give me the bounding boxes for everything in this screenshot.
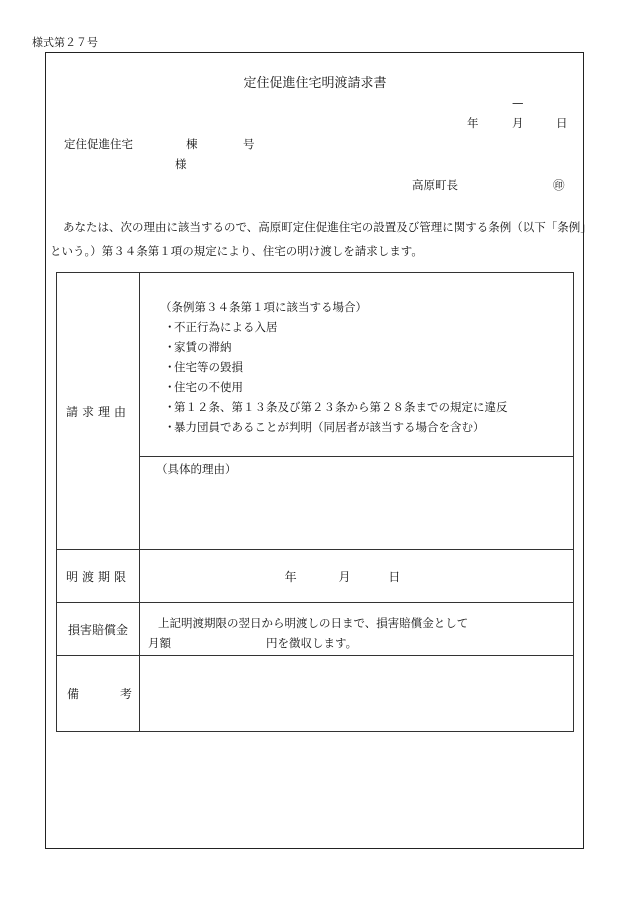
seal-mark: ㊞ [553,178,565,192]
intro-paragraph [50,215,592,263]
document-title: 定住促進住宅明渡請求書 [243,76,387,91]
bullet: ・ [164,400,176,414]
addressee-honorific: 様 [175,157,187,171]
deadline-day: 日 [388,569,401,584]
bullet: ・ [164,320,176,334]
remarks-value-cell[interactable] [140,656,574,732]
reason-item [160,377,573,397]
issuer-name: 高原町長 [412,178,458,192]
reason-list [140,273,573,437]
deadline-month: 月 [338,569,351,584]
concrete-reason-cell[interactable] [140,457,574,550]
room-number-label: 号 [243,137,255,151]
request-table [56,272,574,732]
reason-heading: （条例第３４条第１項に該当する場合） [160,300,367,314]
reason-item [160,317,573,337]
damages-row [57,603,574,656]
damages-label-cell [57,603,140,656]
bullet: ・ [164,380,176,394]
remarks-label-char-1: 備 [67,687,80,701]
date-month: 月 [512,116,524,130]
damages-text [140,603,573,653]
reason-text: 暴力団員であることが判明（同居者が該当する場合を含む） [174,420,485,434]
reason-label: 請求理由 [65,404,130,419]
damages-label: 損害賠償金 [67,622,128,637]
remarks-row [57,656,574,732]
deadline-label-cell [57,550,140,603]
reason-text: 住宅の不使用 [174,380,243,394]
reason-item [160,397,573,417]
reason-list-cell [140,273,574,457]
reason-item [160,337,573,357]
reason-label-cell [57,273,140,550]
damages-line-2 [148,633,573,653]
housing-label: 定住促進住宅 [64,137,133,151]
date-dash: — [512,96,524,110]
damages-monthly-label: 月額 [148,636,171,650]
reason-item [160,417,573,437]
bullet: ・ [164,420,176,434]
reason-text: 不正行為による入居 [174,320,278,334]
intro-line-2: という。）第３４条第１項の規定により、住宅の明け渡しを請求します。 [50,244,423,258]
date-year: 年 [467,116,479,130]
remarks-label [57,685,139,702]
damages-line-1: 上記明渡期限の翌日から明渡しの日まで、損害賠償金として [158,616,469,630]
deadline-year: 年 [284,569,297,584]
reason-row [57,273,574,457]
deadline-value-cell[interactable] [140,550,574,603]
reason-item [160,357,573,377]
building-label: 棟 [186,137,198,151]
bullet: ・ [164,340,176,354]
reason-text: 住宅等の毀損 [174,360,243,374]
concrete-reason-label: （具体的理由） [156,462,237,476]
bullet: ・ [164,360,176,374]
damages-line-2-end: 円を徴収します。 [266,636,358,650]
damages-value-cell [140,603,574,656]
form-number: 様式第２７号 [32,36,98,49]
remarks-label-cell [57,656,140,732]
remarks-label-char-2: 考 [119,687,132,701]
intro-line-1: あなたは、次の理由に該当するので、高原町定住促進住宅の設置及び管理に関する条例（以下「条例」 [63,220,592,234]
reason-text: 家賃の滞納 [174,340,232,354]
reason-text: 第１２条、第１３条及び第２３条から第２８条までの規定に違反 [174,400,508,414]
date-day: 日 [556,116,568,130]
deadline-row [57,550,574,603]
deadline-label: 明渡期限 [65,569,130,584]
